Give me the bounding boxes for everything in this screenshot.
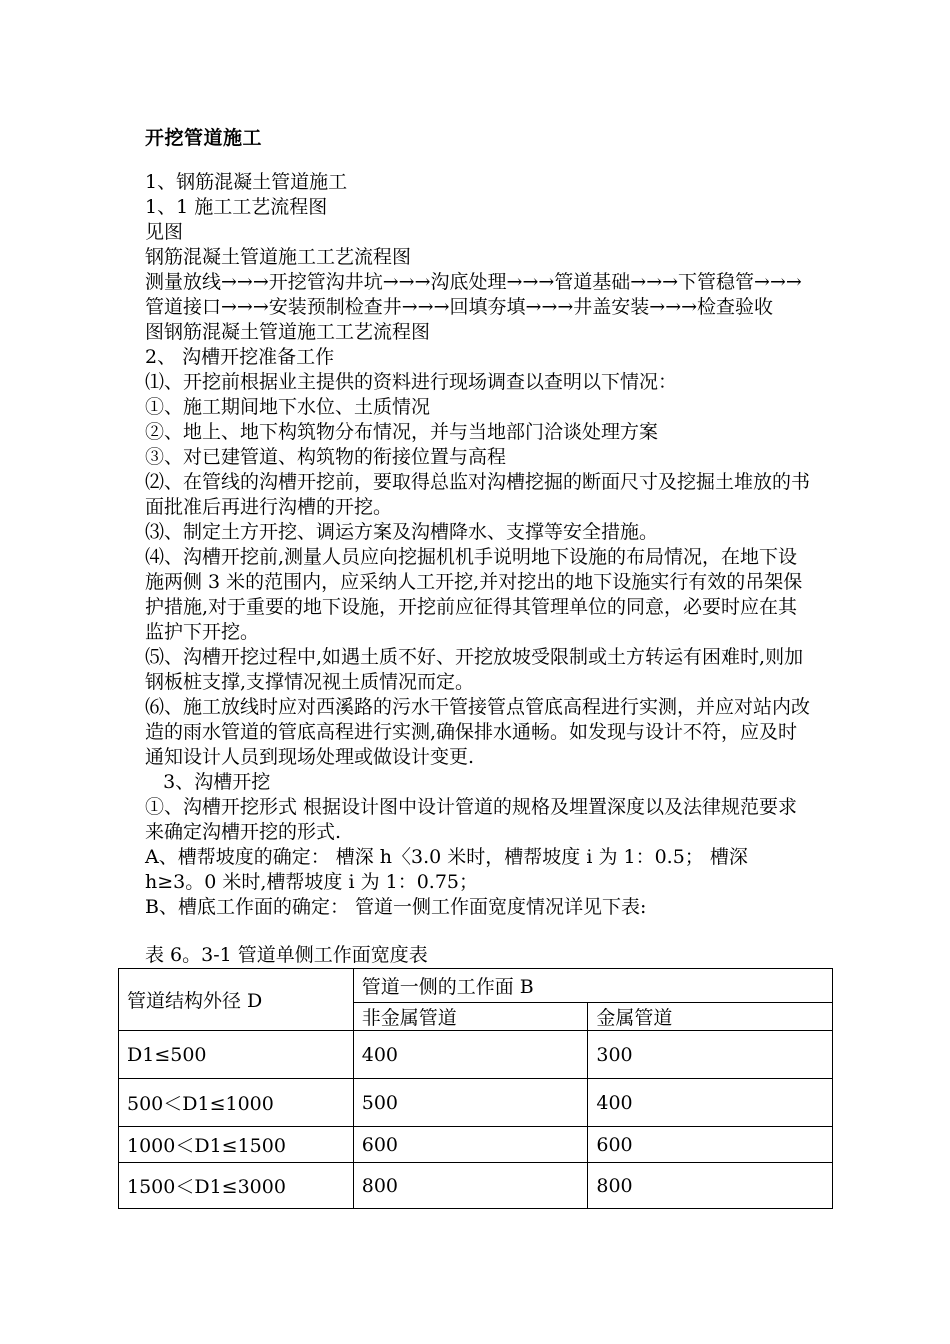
table-header-cell: 非金属管道 xyxy=(353,1003,588,1031)
table-cell: 300 xyxy=(588,1031,833,1079)
table-cell: 800 xyxy=(353,1163,588,1209)
table-row xyxy=(119,1031,833,1079)
table-cell: 500＜D1≤1000 xyxy=(119,1079,354,1127)
paragraph: A、槽帮坡度的确定： 槽深 h〈3.0 米时，槽帮坡度 i 为 1：0.5； 槽深 h≥3。0 米时,槽帮坡度 i 为 1：0.75； xyxy=(145,846,754,893)
section-heading: 1、钢筋混凝土管道施工 xyxy=(145,171,348,193)
table-header-row xyxy=(119,969,833,1003)
table-cell: 400 xyxy=(588,1079,833,1127)
table-row xyxy=(119,1127,833,1163)
subsection-heading: 1、1 施工工艺流程图 xyxy=(145,196,328,218)
table-header-cell: 管道结构外径 D xyxy=(119,969,354,1031)
table-cell: 600 xyxy=(353,1127,588,1163)
paragraph: 钢筋混凝土管道施工工艺流程图 xyxy=(145,246,412,268)
body-text xyxy=(145,170,813,920)
paragraph: B、槽底工作面的确定： 管道一侧工作面宽度情况详见下表: xyxy=(145,896,647,918)
table-cell: 500 xyxy=(353,1079,588,1127)
paragraph: ①、沟槽开挖形式 根据设计图中设计管道的规格及埋置深度以及法律规范要求来确定沟槽开挖的形式. xyxy=(145,796,798,843)
table-header-cell: 管道一侧的工作面 B xyxy=(353,969,832,1003)
paragraph: ⑷、沟槽开挖前,测量人员应向挖掘机机手说明地下设施的布局情况，在地下设施两侧 3 米的范围内，应采纳人工开挖,并对挖出的地下设施实行有效的吊架保护措施,对于重要的地下设施，开挖前应征得其管理单位的同意，必要时应在其监护下开挖。 xyxy=(145,546,803,643)
process-flow: 测量放线→→→开挖管沟井坑→→→沟底处理→→→管道基础→→→下管稳管→→→管道接口→→→安装预制检查井→→→回填夯填→→→井盖安装→→→检查验收 xyxy=(145,271,802,318)
section-heading: 3、沟槽开挖 xyxy=(145,771,271,793)
paragraph: ⑸、沟槽开挖过程中,如遇土质不好、开挖放坡受限制或土方转运有困难时,则加钢板桩支撑,支撑情况视土质情况而定。 xyxy=(145,646,804,693)
table-row xyxy=(119,1163,833,1209)
work-face-width-table xyxy=(118,968,833,1209)
table-header-cell: 金属管道 xyxy=(588,1003,833,1031)
paragraph: ⑹、施工放线时应对西溪路的污水干管接管点管底高程进行实测，并应对站内改造的雨水管道的管底高程进行实测,确保排水通畅。如发现与设计不符，应及时通知设计人员到现场处理或做设计变更. xyxy=(145,696,811,768)
page-title: 开挖管道施工 xyxy=(145,127,263,149)
table-cell: 1500＜D1≤3000 xyxy=(119,1163,354,1209)
paragraph: 图钢筋混凝土管道施工工艺流程图 xyxy=(145,321,431,343)
table-cell: 400 xyxy=(353,1031,588,1079)
table-cell: 1000＜D1≤1500 xyxy=(119,1127,354,1163)
list-item: ③、对已建管道、构筑物的衔接位置与高程 xyxy=(145,446,507,468)
table-cell: D1≤500 xyxy=(119,1031,354,1079)
paragraph: 见图 xyxy=(145,221,184,243)
table-row xyxy=(119,1079,833,1127)
table-cell: 800 xyxy=(588,1163,833,1209)
table-cell: 600 xyxy=(588,1127,833,1163)
table-caption: 表 6。3-1 管道单侧工作面宽度表 xyxy=(145,944,428,966)
list-item: ①、施工期间地下水位、土质情况 xyxy=(145,396,431,418)
paragraph: ⑶、制定土方开挖、调运方案及沟槽降水、支撑等安全措施。 xyxy=(145,521,659,543)
paragraph: ⑵、在管线的沟槽开挖前，要取得总监对沟槽挖掘的断面尺寸及挖掘土堆放的书面批准后再进行沟槽的开挖。 xyxy=(145,471,811,518)
paragraph: ⑴、开挖前根据业主提供的资料进行现场调查以查明以下情况： xyxy=(145,371,678,393)
list-item: ②、地上、地下构筑物分布情况，并与当地部门洽谈处理方案 xyxy=(145,421,659,443)
section-heading: 2、 沟槽开挖准备工作 xyxy=(145,346,335,368)
